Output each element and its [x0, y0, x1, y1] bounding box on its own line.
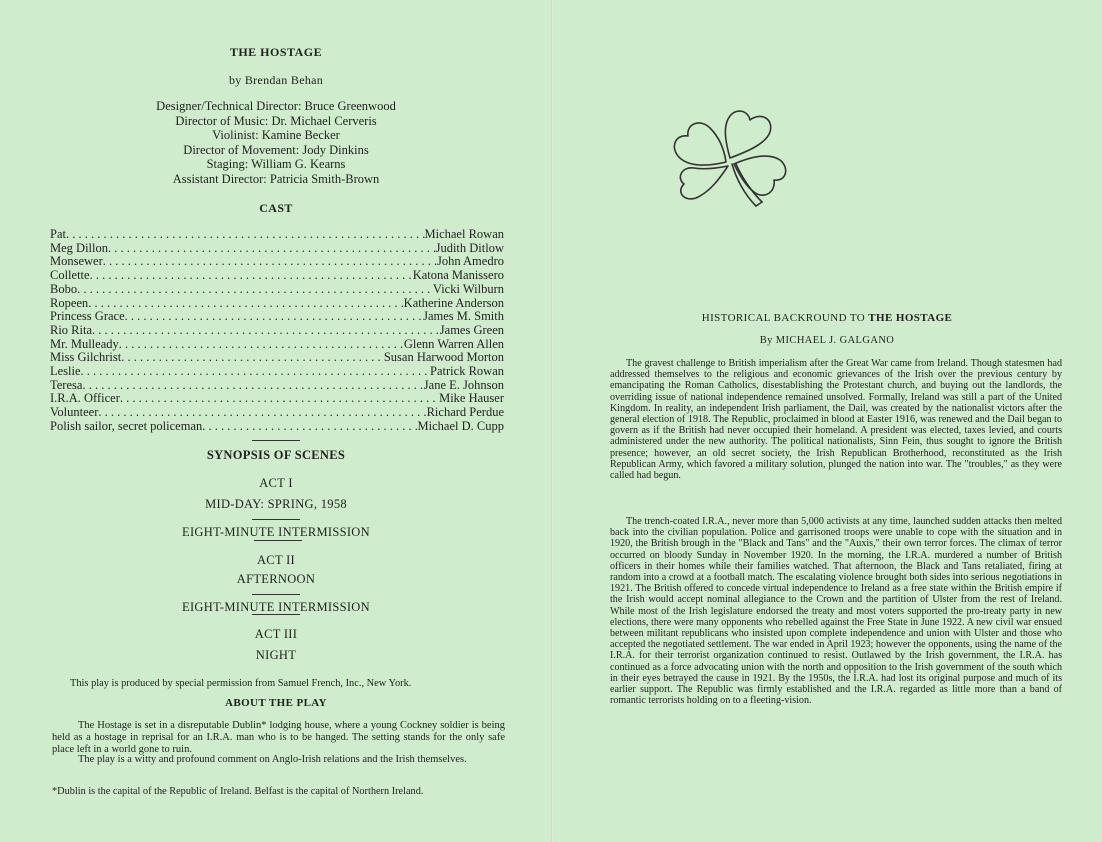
cast-role: Mr. Mulleady — [50, 336, 119, 351]
credit-line: Designer/Technical Director: Bruce Greenwood — [156, 99, 396, 113]
act-one-time: MID-DAY: SPRING, 1958 — [205, 497, 347, 511]
history-title-bold: THE HOSTAGE — [868, 312, 953, 324]
credit-line: Director of Movement: Jody Dinkins — [183, 142, 369, 157]
credit-line: Violinist: Kamine Becker — [212, 128, 340, 142]
history-author: By MICHAEL J. GALGANO — [759, 335, 895, 346]
cast-actor: Katona Manissero — [412, 268, 504, 283]
about-heading: ABOUT THE PLAY — [225, 697, 327, 709]
credit-line: Director of Music: Dr. Michael Cerveris — [175, 113, 377, 128]
shamrock-icon — [670, 106, 794, 216]
credit-line: Assistant Director: Patricia Smith-Brown — [172, 171, 380, 186]
cast-role: Volunteer — [50, 405, 99, 420]
divider-rule — [252, 614, 300, 615]
act-one-label: ACT I — [259, 476, 293, 490]
cast-actor: Michael D. Cupp — [417, 418, 504, 433]
act-three-time: NIGHT — [255, 648, 297, 662]
credit-line: Staging: William G. Kearns — [206, 157, 346, 171]
cast-role: Ropeen — [50, 295, 89, 310]
divider-rule — [252, 519, 300, 520]
intermission-two: EIGHT-MINUTE INTERMISSION — [182, 600, 370, 614]
cast-role: Collette — [50, 268, 90, 283]
divider-rule — [252, 594, 300, 595]
divider-rule — [254, 540, 302, 541]
cast-role: I.R.A. Officer — [50, 391, 120, 406]
cast-role: Pat — [50, 227, 66, 241]
cast-role: Rio Rita — [50, 322, 93, 337]
history-paragraph-1: The gravest challenge to British imperialism after the Great War came from Ireland. Though statesmen had addressed themselves to the religious and economic grievances of the Irish over the previous century by emancipating the Roman Catholics, disestablishing the Protestant church, and buying out the landlords, the overriding issue of national independence remained unsolved. Formally, Ireland was still a part of the United Kingdom. In reality, an independent Irish parliament, the Dail, was created by the nationalist victors after the general election of 1918. The Republic, proclaimed in blood at Easter 1916, was renewed and the Dail began to govern as if the British had never occupied their homeland. A president was elected, taxes levied, and courts administered under the new authority. The political nationalists, Sinn Fein, thus sought to ignore the British presence; however, an old secret society, the Irish Republican Brotherhood, reconstituted as the Irish Republican Army, which favored a military solution, plunged the nation into war. The "troubles," as they were called had begun. — [610, 358, 1062, 482]
cast-role: Princess Grace — [50, 309, 125, 324]
cast-actor: Richard Perdue — [426, 405, 504, 420]
history-title — [552, 312, 1102, 324]
cast-role: Monsewer — [50, 254, 103, 269]
footnote: *Dublin is the capital of the Republic of Ireland. Belfast is the capital of Northern Ireland. — [52, 786, 424, 797]
cast-actor: Susan Harwood Morton — [383, 350, 504, 365]
about-paragraph-2: The play is a witty and profound comment on Anglo-Irish relations and the Irish themselves. — [78, 754, 467, 765]
cast-role: Meg Dillon — [50, 240, 108, 255]
cast-actor: Judith Ditlow — [435, 240, 504, 255]
permission-note: This play is produced by special permission from Samuel French, Inc., New York. — [70, 678, 412, 689]
cast-actor: Jane E. Johnson — [423, 377, 504, 392]
act-two-time: AFTERNOON — [236, 572, 316, 586]
play-title: THE HOSTAGE — [229, 45, 323, 59]
cast-role: Leslie — [50, 364, 81, 379]
synopsis-heading: SYNOPSIS OF SCENES — [206, 448, 346, 462]
cast-actor: Patrick Rowan — [430, 364, 504, 379]
cast-actor: Katherine Anderson — [403, 295, 504, 310]
cast-role: Polish sailor, secret policeman — [50, 418, 203, 433]
about-paragraph-1: The Hostage is set in a disreputable Dublin* lodging house, where a young Cockney soldier is being held as a hostage in reprisal for an I.R.A. man who is to be hanged. The setting stands for the only safe place left in a world gone to ruin. — [52, 720, 505, 755]
cast-actor: Michael Rowan — [424, 227, 504, 241]
cast-actor: Mike Hauser — [439, 391, 504, 406]
cast-actor: James M. Smith — [423, 309, 504, 324]
cast-role: Bobo — [50, 281, 78, 296]
act-three-label: ACT III — [254, 627, 298, 641]
cast-actor: Glenn Warren Allen — [403, 336, 504, 351]
act-two-label: ACT II — [256, 553, 296, 567]
cast-actor: Vicki Wilburn — [432, 281, 504, 296]
history-paragraph-2: The trench-coated I.R.A., never more than 5,000 activists at any time, launched sudden attacks then melted back into the civilian population. Police and garrisoned troops were unable to cope with the situation and in 1920, the British brough in the "Black and Tans" and the "Auxis," their own terror forces. The climax of terror occurred on bloody Sunday in November 1920. In the morning, the I.R.A. murdered a number of British officers in their homes while their families watched. That afternoon, the Black and Tans retaliated, firing at random into a crowd at a football match. The escalating violence brought both sides into serious negotiations in 1921. The British offered to concede virtual independence to Ireland as a free state within the British empire if the Irish would accept nominal allegiance to the Crown and the partition of Ulster from the rest of Ireland. While most of the Irish legislature endorsed the treaty and most voters supported the pro-treaty party in new elections, there were many opponents who rebelled against the Free State in June 1922. A new civil war ensued between militant republicans who insisted upon complete independence and union with Ulster and those who accepted the negotiated settlement. The war ended in April 1923; however the opponents, using the name of the I.R.A. for their terrorist organization continued to resist. Outlawed by the Irish government, the I.R.A. has continued as a force advocating union with the north and opposition to the Irish government of the south which in their eyes betrayed the cause in 1921. By the 1950s, the I.R.A. had lost its original purpose and much of its earlier support. The Republic was firmly established and the I.R.A. regarded as little more than a band of romantic terrorists holding on to a fleeting-vision. — [610, 516, 1062, 707]
cast-actor: John Amedro — [436, 254, 504, 269]
intermission-one: EIGHT-MINUTE INTERMISSION — [182, 525, 370, 539]
cast-actor: James Green — [439, 322, 504, 337]
history-title-plain: HISTORICAL BACKROUND TO — [701, 312, 869, 324]
cast-heading: CAST — [259, 201, 293, 215]
play-author: by Brendan Behan — [228, 73, 324, 87]
cast-role: Teresa — [50, 377, 83, 392]
cast-role: Miss Gilchrist — [50, 350, 122, 365]
